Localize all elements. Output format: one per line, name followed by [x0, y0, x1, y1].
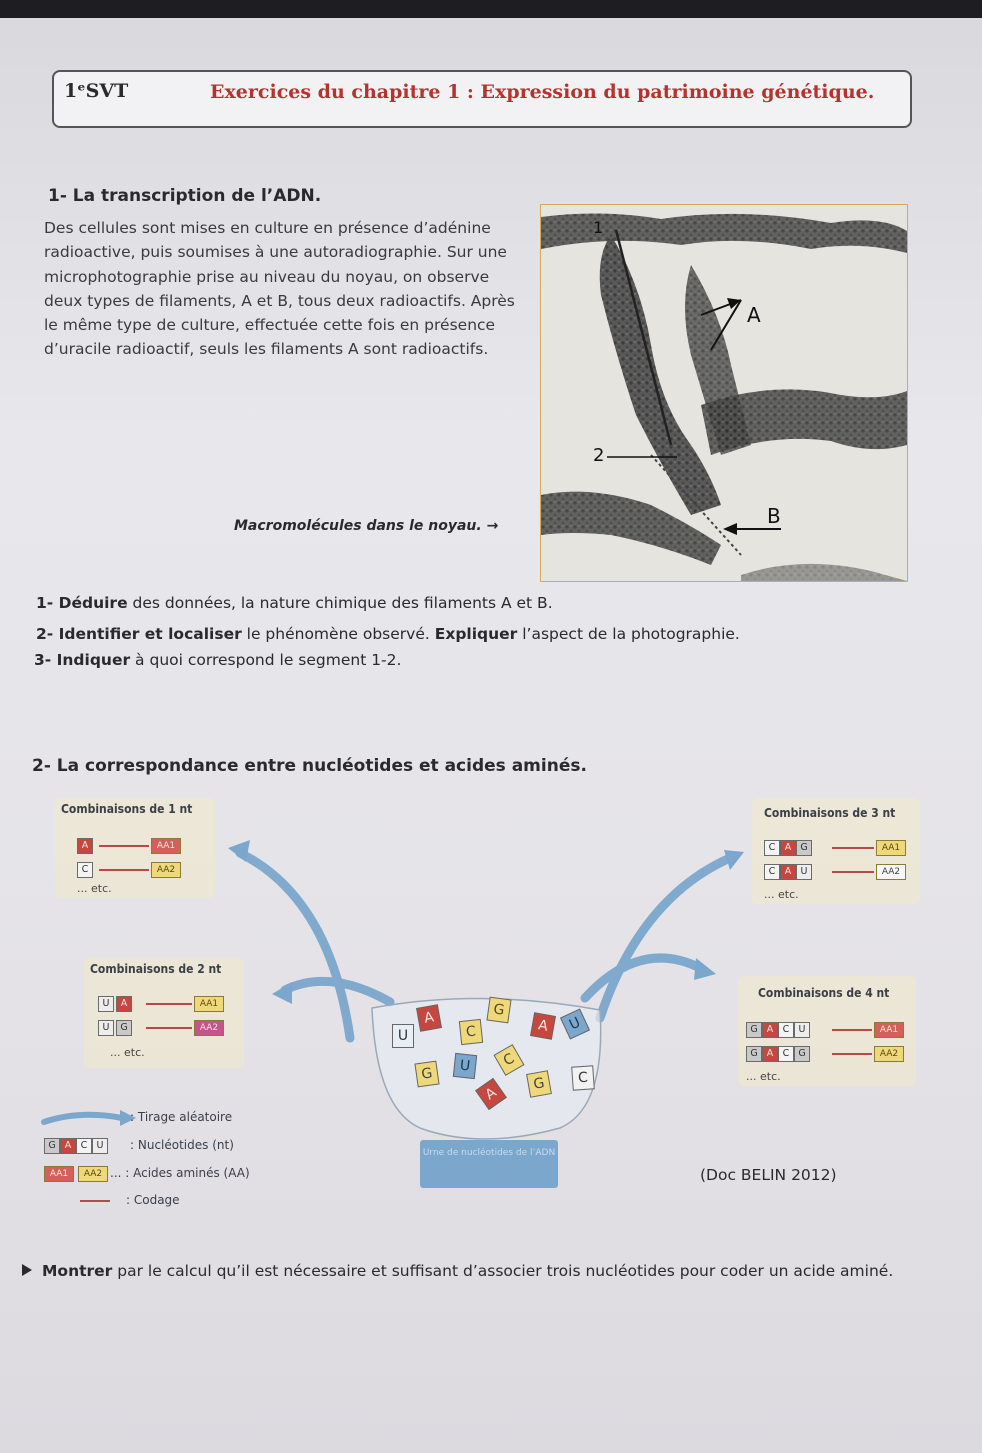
- top-dark-edge: [0, 0, 982, 18]
- nt-tile: A: [780, 864, 796, 880]
- nt-tile: U: [794, 1022, 810, 1038]
- micrograph-drawing: [541, 205, 907, 581]
- bowl-nucleotide: U: [392, 1024, 414, 1048]
- coding-bar: [146, 1027, 192, 1029]
- coding-bar: [832, 1053, 872, 1055]
- nt-tile: U: [98, 1020, 114, 1036]
- final-question-text: par le calcul qu’il est nécessaire et suffisant d’associer trois nucléotides pour coder un acide aminé.: [112, 1262, 894, 1280]
- legend-draw: : Tirage aléatoire: [130, 1110, 233, 1124]
- question-2-text2: l’aspect de la photographie.: [517, 625, 740, 643]
- document-reference: (Doc BELIN 2012): [700, 1166, 837, 1184]
- nt-tile: A: [116, 996, 132, 1012]
- legend-nucleotides: : Nucléotides (nt): [130, 1138, 234, 1152]
- legend-arrow-icon: [40, 1108, 140, 1128]
- bullet-arrow-icon: [22, 1264, 32, 1276]
- legend-nt-tile: G: [44, 1138, 60, 1154]
- panel-1nt-title: Combinaisons de 1 nt: [61, 802, 193, 816]
- urn-label-box: Urne de nucléotides de l’ADN: [420, 1140, 558, 1188]
- nt-tile: G: [746, 1046, 762, 1062]
- section1-paragraph: Des cellules sont mises en culture en présence d’adénine radioactive, puis soumises à une autoradiographie. Sur une microphotographie prise au niveau du noyau, on observe deux types de filaments, A et B, tous deux radioactifs. Après le même type de culture, effectuée cette fois en présence d’uracile radioactif, seuls les filaments A sont radioactifs.: [44, 219, 515, 359]
- nt-tile: G: [746, 1022, 762, 1038]
- worksheet-page: [0, 18, 982, 1453]
- panel-2nt: [84, 958, 244, 1068]
- legend-aa-tile: AA2: [78, 1166, 108, 1182]
- bowl-nucleotide: C: [459, 1019, 483, 1045]
- arrow-to-3nt: [600, 858, 730, 1018]
- aa-tile: AA2: [194, 1020, 224, 1036]
- coding-bar: [832, 871, 874, 873]
- section2-title: 2- La correspondance entre nucléotides et acides aminés.: [32, 756, 587, 776]
- nt-tile: U: [98, 996, 114, 1012]
- question-2-text: le phénomène observé.: [241, 625, 435, 643]
- coding-bar: [146, 1003, 192, 1005]
- legend-coding-bar: [80, 1200, 110, 1202]
- bowl-nucleotide: G: [486, 997, 511, 1024]
- nt-tile: C: [77, 862, 93, 878]
- nt-tile: G: [116, 1020, 132, 1036]
- class-label: 1ᵉSVT: [64, 80, 129, 102]
- bowl-nucleotide: G: [414, 1061, 439, 1088]
- question-1-text: des données, la nature chimique des filaments A et B.: [127, 594, 553, 612]
- bowl-nucleotide: C: [571, 1065, 595, 1090]
- micrograph-label-2: 2: [593, 445, 605, 466]
- question-1: [36, 594, 553, 612]
- aa-tile: AA1: [876, 840, 906, 856]
- coding-bar: [832, 1029, 872, 1031]
- bowl-nucleotide: G: [526, 1070, 552, 1097]
- panel-3nt-title: Combinaisons de 3 nt: [764, 806, 896, 820]
- question-1-verb: 1- Déduire: [36, 594, 128, 612]
- micrograph-figure: [540, 204, 908, 582]
- aa-tile: AA1: [194, 996, 224, 1012]
- panel-1nt: [55, 798, 215, 898]
- coding-bar: [832, 847, 874, 849]
- micrograph-label-B: B: [767, 504, 781, 528]
- nt-tile: C: [764, 840, 780, 856]
- arrow-to-1nt: [240, 853, 350, 1038]
- panel-2nt-etc: ... etc.: [110, 1046, 145, 1059]
- aa-tile: AA2: [876, 864, 906, 880]
- nt-tile: A: [762, 1022, 778, 1038]
- question-3-verb: 3- Indiquer: [34, 651, 131, 669]
- question-2-verb: 2- Identifier et localiser: [36, 625, 242, 643]
- page-title: Exercices du chapitre 1 : Expression du patrimoine génétique.: [210, 81, 875, 103]
- aa-tile: AA2: [151, 862, 181, 878]
- nt-tile: G: [796, 840, 812, 856]
- aa-tile: AA1: [874, 1022, 904, 1038]
- question-3: [34, 651, 401, 669]
- legend-coding: : Codage: [126, 1193, 180, 1207]
- aa-tile: AA1: [151, 838, 181, 854]
- question-3-text: à quoi correspond le segment 1-2.: [130, 651, 402, 669]
- legend-nt-tile: U: [92, 1138, 108, 1154]
- nt-tile: U: [796, 864, 812, 880]
- legend-aa-tile: AA1: [44, 1166, 74, 1182]
- panel-3nt: [752, 798, 920, 904]
- aa-tile: AA2: [874, 1046, 904, 1062]
- arrow-to-4nt: [585, 958, 700, 998]
- panel-2nt-title: Combinaisons de 2 nt: [90, 962, 222, 976]
- panel-4nt-title: Combinaisons de 4 nt: [758, 986, 890, 1000]
- bowl-nucleotide: C: [493, 1044, 524, 1076]
- bowl-nucleotide: A: [530, 1012, 556, 1039]
- panel-1nt-etc: ... etc.: [77, 882, 112, 895]
- bowl-nucleotide: A: [416, 1004, 442, 1031]
- legend-nt-tile: A: [60, 1138, 76, 1154]
- nt-tile: A: [77, 838, 93, 854]
- section1-title: 1- La transcription de l’ADN.: [48, 186, 322, 206]
- micrograph-label-1: 1: [593, 218, 604, 237]
- micrograph-label-A: A: [747, 303, 761, 327]
- bowl-nucleotide: A: [475, 1078, 507, 1110]
- bowl-nucleotide: U: [453, 1053, 477, 1079]
- header-box: [52, 70, 912, 128]
- nt-tile: G: [794, 1046, 810, 1062]
- nt-tile: C: [778, 1022, 794, 1038]
- figure-caption: Macromolécules dans le noyau. →: [234, 518, 499, 534]
- coding-bar: [99, 869, 149, 871]
- legend-amino-acids: ... : Acides aminés (AA): [110, 1166, 250, 1180]
- question-2-verb2: Expliquer: [434, 625, 518, 643]
- nt-tile: A: [762, 1046, 778, 1062]
- nt-tile: A: [780, 840, 796, 856]
- panel-4nt-etc: ... etc.: [746, 1070, 781, 1083]
- nt-tile: C: [764, 864, 780, 880]
- final-question: [14, 1260, 944, 1282]
- final-question-verb: Montrer: [42, 1262, 113, 1280]
- panel-4nt: [738, 976, 916, 1086]
- nt-tile: C: [778, 1046, 794, 1062]
- coding-bar: [99, 845, 149, 847]
- bowl-nucleotide: U: [560, 1008, 590, 1039]
- legend-nt-tile: C: [76, 1138, 92, 1154]
- panel-3nt-etc: ... etc.: [764, 888, 799, 901]
- question-2: [36, 625, 740, 643]
